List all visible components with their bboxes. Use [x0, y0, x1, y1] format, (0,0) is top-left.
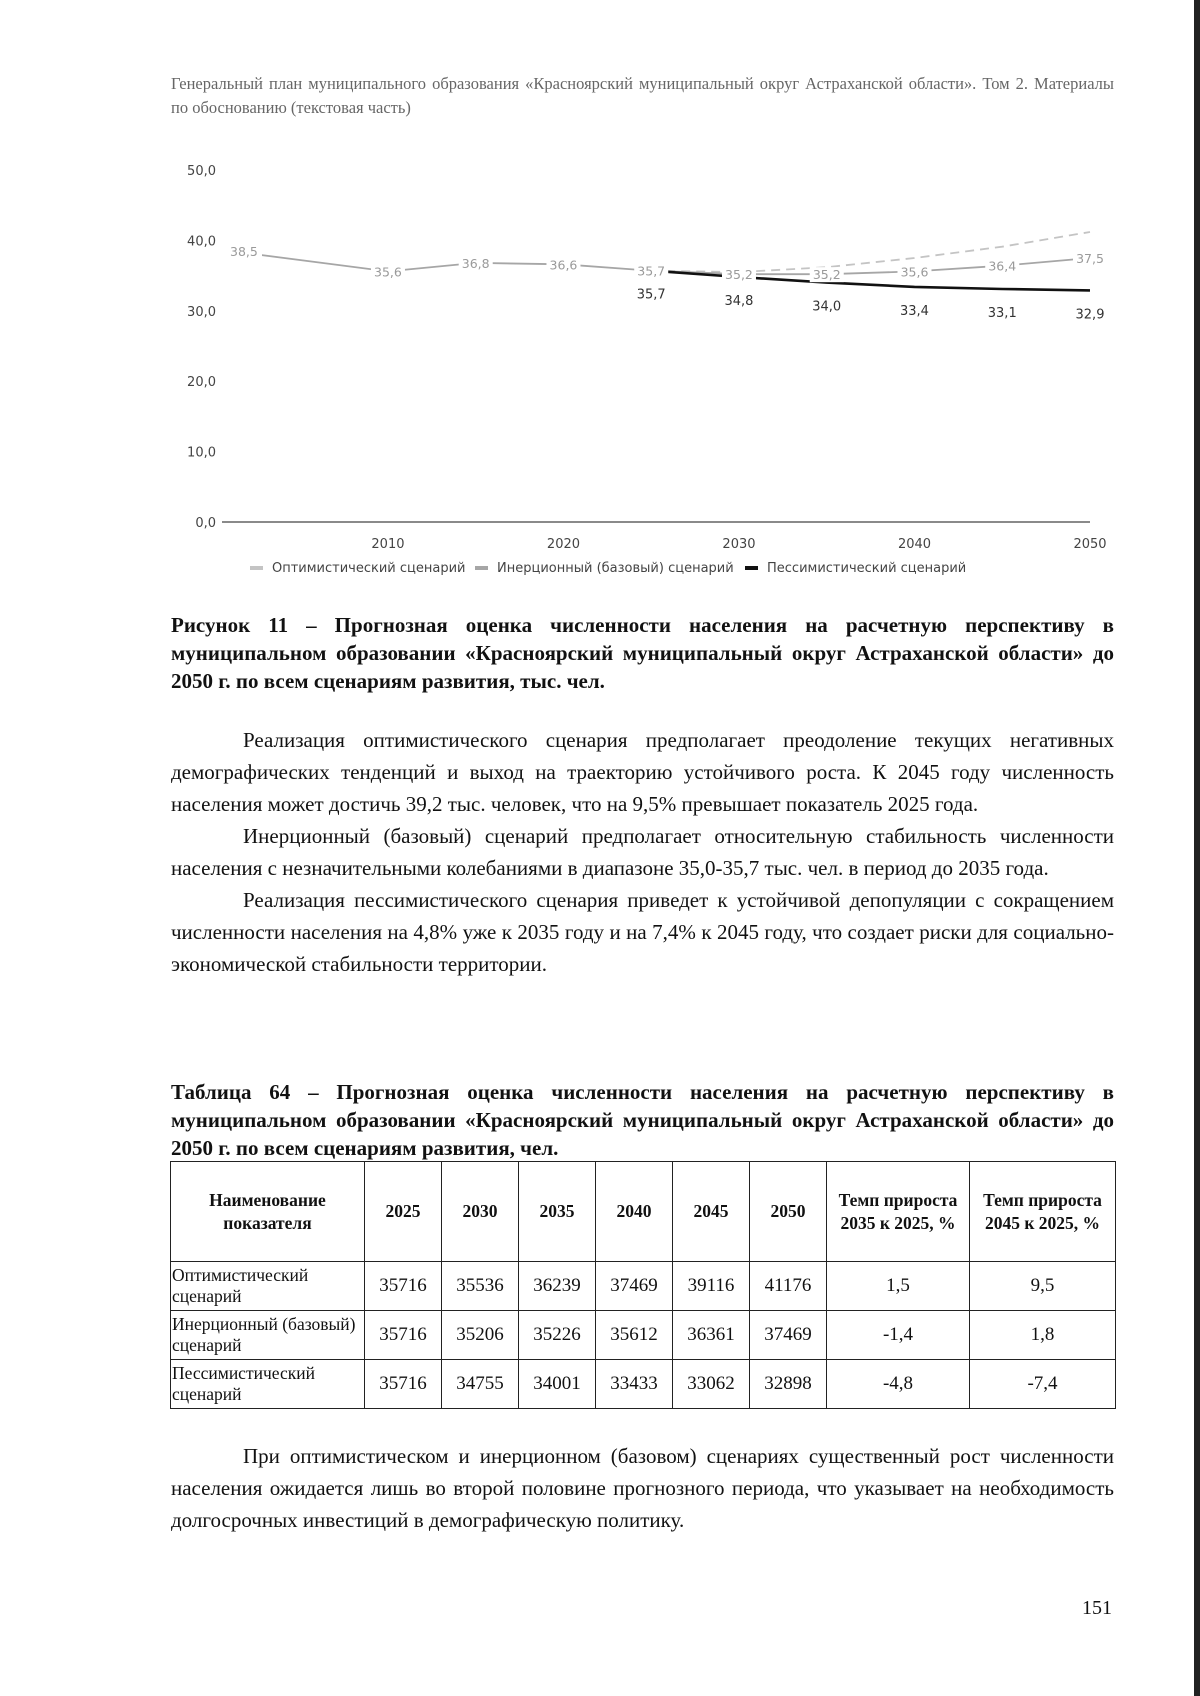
table-row [171, 1262, 1116, 1311]
paragraph-inertial: Инерционный (базовый) сценарий предполагает относительную стабильность численности населения с незначительными колебаниями в диапазоне 35,0-35,7 тыс. чел. в период до 2035 года. [171, 824, 1114, 880]
x-tick-label: 2050 [1073, 537, 1107, 552]
table-cell: 35612 [596, 1311, 673, 1360]
header-indicator-name: Наименование показателя [171, 1162, 365, 1262]
legend-label: Оптимистический сценарий [272, 561, 466, 576]
data-label-pessimistic: 32,9 [1075, 307, 1105, 323]
table-cell: 35226 [519, 1311, 596, 1360]
y-tick-label: 50,0 [187, 164, 216, 179]
table-cell: 32898 [750, 1360, 827, 1409]
paragraph-closing: При оптимистическом и инерционном (базовом) сценариях существенный рост численности населения ожидается лишь во второй половине прогнозного периода, что указывает на необходимость долгосрочных инвестиций в демографическую политику. [171, 1444, 1114, 1532]
closing-text [171, 1440, 1114, 1536]
figure-caption: Рисунок 11 – Прогнозная оценка численности населения на расчетную перспективу в муниципальном образовании «Красноярский муниципальный округ Астраханской области» до 2050 г. по всем сценариям развития, тыс. чел. [171, 613, 1114, 693]
table-cell: 35536 [442, 1262, 519, 1311]
page-number: 151 [1082, 1597, 1112, 1619]
table-cell: 33433 [596, 1360, 673, 1409]
table-cell: 9,5 [970, 1262, 1116, 1311]
row-label: Инерционный (базовый) сценарий [171, 1311, 365, 1360]
data-label-inertial: 35,2 [725, 267, 753, 283]
header-year-2025: 2025 [365, 1162, 442, 1262]
table-row [171, 1360, 1116, 1409]
table-cell: 35206 [442, 1311, 519, 1360]
y-tick-label: 0,0 [195, 516, 216, 531]
table-cell: 34755 [442, 1360, 519, 1409]
table-cell: 35716 [365, 1360, 442, 1409]
table-cell: 37469 [750, 1311, 827, 1360]
table-cell: 37469 [596, 1262, 673, 1311]
table-cell: -4,8 [827, 1360, 970, 1409]
paragraph-pessimistic: Реализация пессимистического сценария приведет к устойчивой депопуляции с сокращением численности населения на 4,8% уже к 2035 году и на 7,4% к 2045 году, что создает риски для социально-экономической стабильности территории. [171, 888, 1114, 976]
y-tick-label: 20,0 [187, 375, 216, 391]
y-tick-label: 30,0 [187, 304, 216, 320]
data-label-inertial: 36,8 [461, 255, 490, 271]
x-tick-label: 2030 [722, 537, 756, 552]
data-label-pessimistic: 33,4 [900, 303, 929, 319]
table-cell: 34001 [519, 1360, 596, 1409]
series-line-1 [651, 232, 1090, 272]
table-cell: 35716 [365, 1262, 442, 1311]
data-label-inertial: 35,2 [812, 267, 841, 283]
page-edge-bar [1194, 0, 1200, 1696]
header-growth-2045: Темп прироста 2045 к 2025, % [970, 1162, 1116, 1262]
data-label-inertial: 35,6 [900, 264, 929, 280]
paragraph-optimistic: Реализация оптимистического сценария предполагает преодоление текущих негативных демографических тенденций и выход на траекторию устойчивого роста. К 2045 году численность населения может достичь 39,2 тыс. человек, что на 9,5% превышает показатель 2025 года. [171, 728, 1114, 816]
header-year-2035: 2035 [519, 1162, 596, 1262]
table-cell: 39116 [673, 1262, 750, 1311]
header-growth-2035: Темп прироста 2035 к 2025, % [827, 1162, 970, 1262]
data-label-inertial: 36,4 [988, 258, 1017, 274]
header-year-2030: 2030 [442, 1162, 519, 1262]
chart-canvas [160, 150, 1120, 590]
x-tick-label: 2010 [371, 537, 405, 552]
body-text [171, 724, 1114, 980]
header-year-2045: 2045 [673, 1162, 750, 1262]
table-caption: Таблица 64 – Прогнозная оценка численности населения на расчетную перспективу в муниципальном образовании «Красноярский муниципальный округ Астраханской области» до 2050 г. по всем сценариям развития, чел. [171, 1080, 1114, 1160]
row-label: Оптимистический сценарий [171, 1262, 365, 1311]
table-cell: 33062 [673, 1360, 750, 1409]
header-year-2050: 2050 [750, 1162, 827, 1262]
legend-label: Инерционный (базовый) сценарий [497, 561, 734, 576]
table-cell: 36361 [673, 1311, 750, 1360]
table-header-row [171, 1162, 1116, 1262]
data-label-pessimistic: 33,1 [987, 305, 1017, 321]
data-label-inertial: 35,7 [637, 263, 666, 279]
y-tick-label: 40,0 [187, 234, 216, 250]
table-cell: -1,4 [827, 1311, 970, 1360]
row-label: Пессимистический сценарий [171, 1360, 365, 1409]
data-label-inertial: 38,5 [230, 243, 258, 259]
population-forecast-chart [160, 150, 1120, 590]
forecast-table [170, 1161, 1116, 1409]
table-cell: -7,4 [970, 1360, 1116, 1409]
table-cell: 1,8 [970, 1311, 1116, 1360]
data-label-pessimistic: 35,7 [636, 287, 666, 303]
data-label-inertial: 35,6 [374, 264, 402, 280]
x-tick-label: 2040 [897, 537, 932, 552]
data-label-inertial: 37,5 [1076, 251, 1104, 266]
data-label-inertial: 36,6 [549, 257, 578, 273]
running-header: Генеральный план муниципального образования «Красноярский муниципальный округ Астраханской области». Том 2. Материалы по обоснованию (текстовая часть) [171, 74, 1114, 117]
x-tick-label: 2020 [546, 537, 581, 552]
table-cell: 35716 [365, 1311, 442, 1360]
data-label-pessimistic: 34,0 [812, 299, 842, 315]
table-cell: 41176 [750, 1262, 827, 1311]
table-row [171, 1311, 1116, 1360]
table-cell: 1,5 [827, 1262, 970, 1311]
y-tick-label: 10,0 [187, 445, 216, 461]
legend-label: Пессимистический сценарий [767, 561, 967, 576]
header-year-2040: 2040 [596, 1162, 673, 1262]
table-cell: 36239 [519, 1262, 596, 1311]
data-label-pessimistic: 34,8 [724, 294, 754, 310]
